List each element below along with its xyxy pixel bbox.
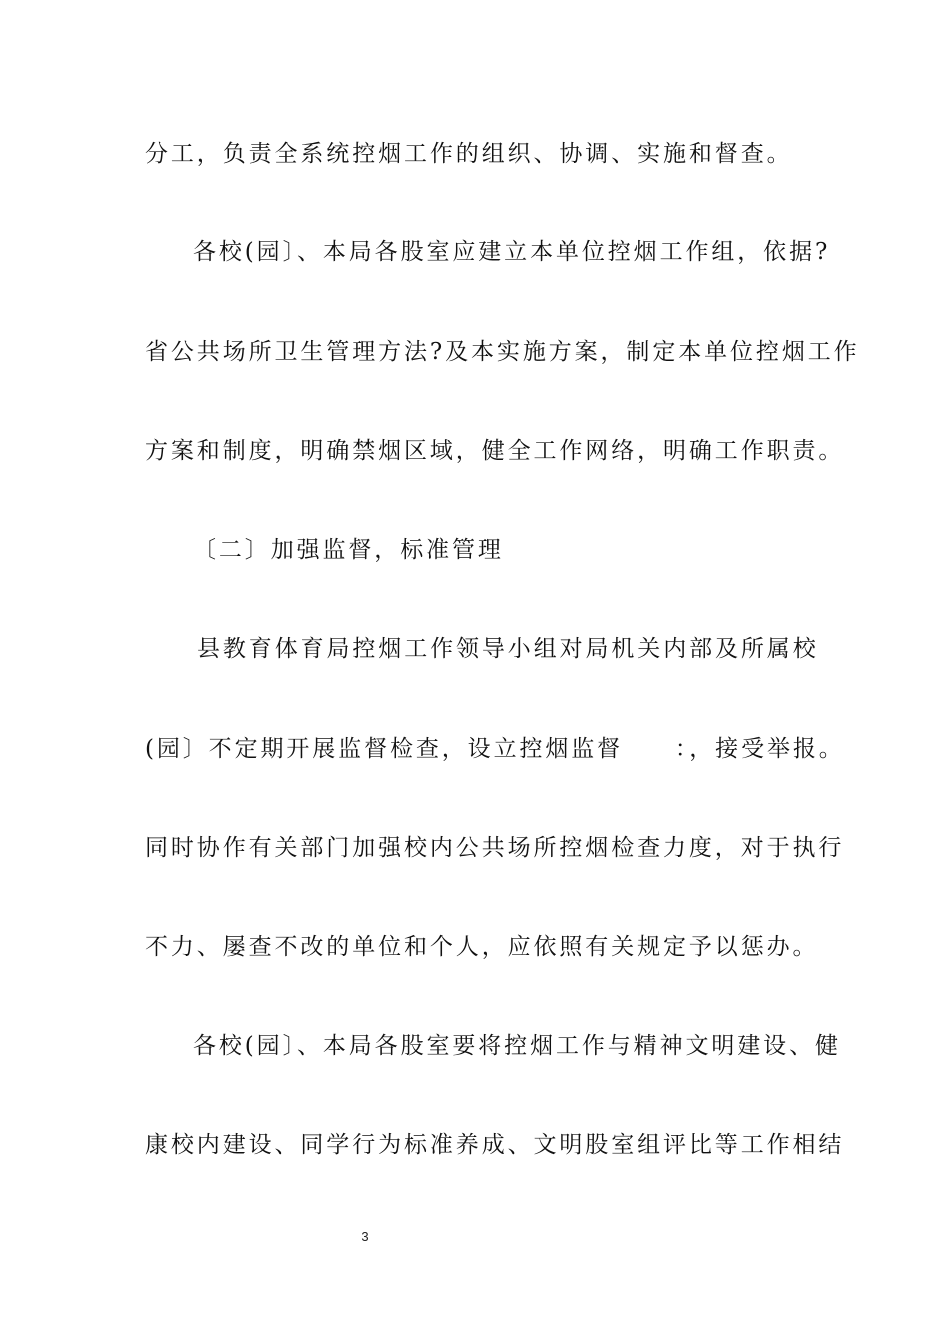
text-line-4: 方案和制度，明确禁烟区域，健全工作网络，明确工作职责。 xyxy=(145,438,845,464)
section-heading: 〔二〕加强监督，标准管理 xyxy=(193,537,504,563)
text-line-1: 分工，负责全系统控烟工作的组织、协调、实施和督查。 xyxy=(145,141,793,167)
text-line-7: (园〕不定期开展监督检查，设立控烟监督 ：，接受举报。 xyxy=(145,736,845,762)
page-number: 3 xyxy=(361,1229,369,1244)
text-line-11: 康校内建设、同学行为标准养成、文明股室组评比等工作相结 xyxy=(145,1132,845,1158)
text-line-2: 各校(园〕、本局各股室应建立本单位控烟工作组，依据? xyxy=(193,239,831,265)
text-line-10: 各校(园〕、本局各股室要将控烟工作与精神文明建设、健 xyxy=(193,1033,841,1059)
text-line-3: 省公共场所卫生管理方法?及本实施方案，制定本单位控烟工作 xyxy=(145,339,860,365)
text-line-8: 同时协作有关部门加强校内公共场所控烟检查力度，对于执行 xyxy=(145,835,845,861)
text-line-9: 不力、屡查不改的单位和个人，应依照有关规定予以惩办。 xyxy=(145,934,819,960)
text-line-6: 县教育体育局控烟工作领导小组对局机关内部及所属校 xyxy=(197,636,819,662)
